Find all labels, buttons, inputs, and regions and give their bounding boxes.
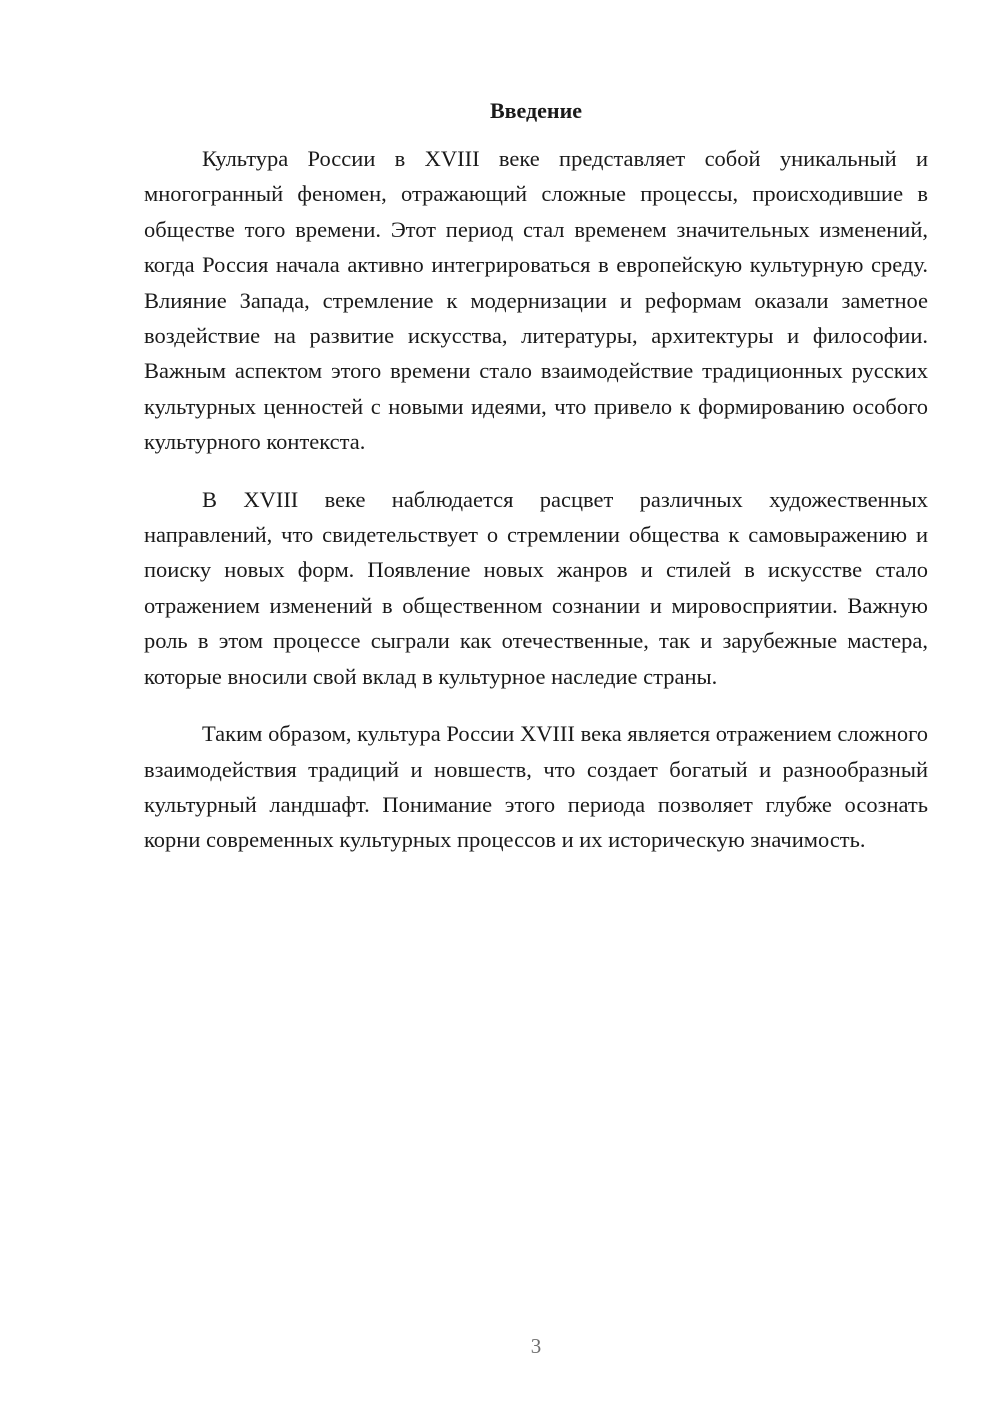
section-heading: Введение [489, 98, 583, 123]
paragraph-3: Таким образом, культура России XVIII века является отражением сложного взаимодействия традиций и новшеств, что создает богатый и разнообразный культурный ландшафт. Понимание этого периода позволяет глубже осознать корни современных культурных процессов и их историческую значимость. [144, 721, 928, 853]
page-number: 3 [530, 1334, 542, 1358]
paragraph-2: В XVIII веке наблюдается расцвет различных художественных направлений, что свидетельствует о стремлении общества к самовыражению и поиску новых форм. Появление новых жанров и стилей в искусстве стало отражением изменений в общественном сознании и мировосприятии. Важную роль в этом процессе сыграли как отечественные, так и зарубежные мастера, которые вносили свой вклад в культурное наследие страны. [144, 486, 928, 689]
body-text [144, 141, 928, 880]
paragraph-1: Культура России в XVIII веке представляет собой уникальный и многогранный феномен, отражающий сложные процессы, происходившие в обществе того времени. Этот период стал временем значительных изменений, когда Россия начала активно интегрироваться в европейскую культурную среду. Влияние Запада, стремление к модернизации и реформам оказали заметное воздействие на развитие искусства, литературы, архитектуры и философии. Важным аспектом этого времени стало взаимодействие традиционных русских культурных ценностей с новыми идеями, что привело к формированию особого культурного контекста. [144, 146, 928, 455]
